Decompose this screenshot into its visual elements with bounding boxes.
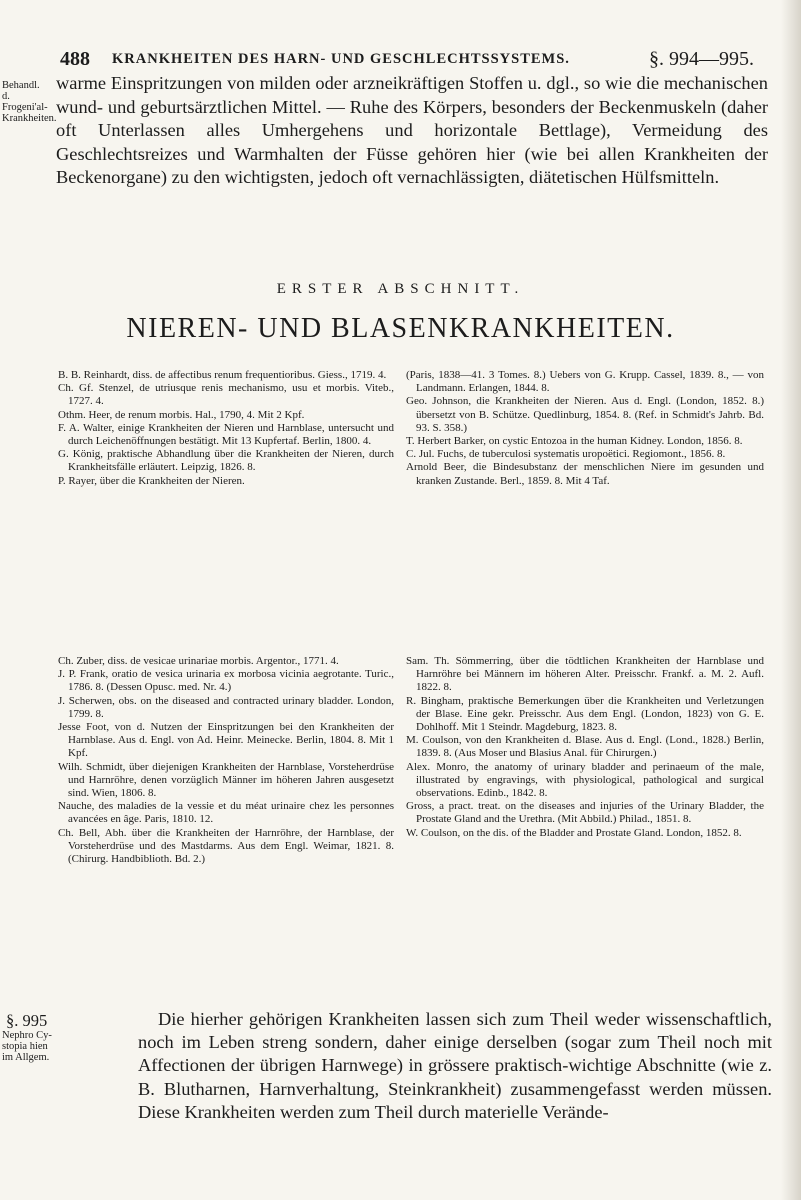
bib-entry: Alex. Monro, the anatomy of urinary bladder and perinaeum of the male, illustrated by engravings, with physiological, pathological and surgical observations. Edinb., 1842. 8. — [406, 760, 764, 800]
intro-paragraph — [56, 72, 768, 190]
page-edge-shadow — [781, 0, 801, 1200]
bib-entry: Wilh. Schmidt, über diejenigen Krankheiten der Harnblase, Vorsteherdrüse und Harnröhre, denen vorzüglich Männer im höheren Jahren ausgesetzt sind. Wien, 1806. 8. — [58, 760, 394, 800]
section-995-text: Die hierher gehörigen Krankheiten lassen sich zum Theil weder wissenschaftlich, noch im Leben streng sondern, daher einige derselben (sogar zum Theil noch mit Affectionen der übrigen Harnwege) in grössere praktisch-wichtige Abschnitte (wie z. B. Blutharnen, Harnverhaltung, Steinkrankheit) zusammengefasst werden müssen. Diese Krankheiten werden zum Theil durch materielle Verände- — [138, 1009, 772, 1122]
bib-entry: M. Coulson, von den Krankheiten d. Blase. Aus d. Engl. (Lond., 1828.) Berlin, 1839. 8. (Aus Moser und Blasius Anal. für Chirurgen.) — [406, 734, 764, 760]
running-title: KRANKHEITEN DES HARN- UND GESCHLECHTSSYSTEMS. — [112, 51, 570, 67]
bib-entry: W. Coulson, on the dis. of the Bladder and Prostate Gland. London, 1852. 8. — [406, 826, 742, 839]
bib-entry: Arnold Beer, die Bindesubstanz der menschlichen Niere im gesunden und kranken Zustande. Berl., 1859. 8. Mit 4 Taf. — [406, 461, 764, 487]
section-995-body — [60, 1008, 772, 1124]
margin-note-995: Nephro Cy-stopia hien im Allgem. — [2, 1030, 52, 1063]
margin-note-top: Behandl. d. Frogeni'al-Krankheiten. — [2, 80, 57, 124]
bib-entry: Geo. Johnson, die Krankheiten der Nieren. Aus d. Engl. (London, 1852. 8.) übersetzt von B. Schütze. Quedlinburg, 1854. 8. (Ref. in Schmidt's Jahrb. Bd. 93. S. 358.) — [406, 395, 764, 434]
bib-entry: F. A. Walter, einige Krankheiten der Nieren und Harnblase, untersucht und durch Leichenöffnungen bestätigt. Mit 13 Kupfertaf. Berlin, 1800. 4. — [58, 421, 394, 448]
bib-entry: J. Scherwen, obs. on the diseased and contracted urinary bladder. London, 1799. 8. — [58, 694, 394, 720]
bibliography-kidney-right — [406, 369, 764, 488]
page-number: 488 — [60, 48, 90, 70]
section-reference: §. 994—995. — [649, 48, 754, 70]
bib-entry: B. B. Reinhardt, diss. de affectibus renum frequentioribus. Giess., 1719. 4. — [58, 369, 387, 381]
bib-entry: P. Rayer, über die Krankheiten der Nieren. — [58, 474, 245, 487]
bibliography-bladder-left — [58, 655, 394, 866]
section-995-label: §. 995 — [6, 1011, 48, 1030]
section-heading: ERSTER ABSCHNITT. — [276, 281, 525, 297]
intro-text: warme Einspritzungen von milden oder arzneikräftigen Stoffen u. dgl., so wie die mechanischen wund- und geburtsärztlichen Mittel. — Ruhe des Körpers, besonders der Beckenmuskeln (daher oft Unterlassen alles Umhergehens und horizontale Bettlage), Vermeidung des Geschlechtsreizes und Warmhalten der Füsse gehören hier (wie bei allen Krankheiten der Beckenorgane) zu den wichtigsten, jedoch oft vernachlässigten, diätetischen Hülfsmitteln. — [56, 73, 768, 187]
bibliography-bladder-right — [406, 655, 764, 840]
bib-entry: Sam. Th. Sömmerring, über die tödtlichen Krankheiten der Harnblase und Harnröhre bei Männern im höheren Alter. Preisschr. Frankf. a. M. 2. Aufl. 1822. 8. — [406, 655, 764, 694]
bib-entry: J. P. Frank, oratio de vesica urinaria ex morbosa vicinia aegrotante. Turic., 1786. 8. (Dessen Opusc. med. Nr. 4.) — [58, 668, 394, 694]
bib-entry: Othm. Heer, de renum morbis. Hal., 1790, 4. Mit 2 Kpf. — [58, 408, 305, 421]
bib-entry: Gross, a pract. treat. on the diseases and injuries of the Urinary Bladder, the Prostate Gland and the Urethra. (Mit Abbild.) Philad., 1851. 8. — [406, 800, 764, 826]
bib-entry: Ch. Bell, Abh. über die Krankheiten der Harnröhre, der Harnblase, der Vorsteherdrüse und des Mastdarms. Aus dem Engl. Weimar, 1821. 8. (Chirurg. Handbiblioth. Bd. 2.) — [58, 826, 394, 866]
bib-entry: T. Herbert Barker, on cystic Entozoa in the human Kidney. London, 1856. 8. — [406, 435, 743, 448]
chapter-title: NIEREN- UND BLASENKRANKHEITEN. — [126, 313, 675, 344]
bib-entry: R. Bingham, praktische Bemerkungen über die Krankheiten und Verletzungen der Blase. Eine gekr. Preisschr. Aus dem Engl. (London, 1823) von G. E. Dohlhoff. Mit 1 Steindr. Magdeburg, 1823. 8. — [406, 694, 764, 734]
bib-entry: Nauche, des maladies de la vessie et du méat urinaire chez les personnes avancées en âge. Paris, 1810. 12. — [58, 800, 394, 826]
bib-entry: C. Jul. Fuchs, de tuberculosi systematis uropoëtici. Regiomont., 1856. 8. — [406, 448, 726, 461]
bib-entry: Ch. Gf. Stenzel, de utriusque renis mechanismo, usu et morbis. Viteb., 1727. 4. — [58, 382, 394, 408]
bib-entry: Jesse Foot, von d. Nutzen der Einspritzungen bei den Krankheiten der Harnblase. Aus d. Engl. von Ad. Heinr. Meinecke. Berlin, 1804. 8. Mit 1 Kpf. — [58, 721, 394, 760]
bib-entry: Ch. Zuber, diss. de vesicae urinariae morbis. Argentor., 1771. 4. — [58, 655, 339, 667]
bib-entry: (Paris, 1838—41. 3 Tomes. 8.) Uebers von G. Krupp. Cassel, 1839. 8., — von Landmann. Erlangen, 1844. 8. — [406, 369, 764, 395]
running-header — [60, 48, 754, 74]
bibliography-kidney-left — [58, 369, 394, 488]
bib-entry: G. König, praktische Abhandlung über die Krankheiten der Nieren, durch Krankheitsfälle erläutert. Leipzig, 1826. 8. — [58, 448, 394, 474]
